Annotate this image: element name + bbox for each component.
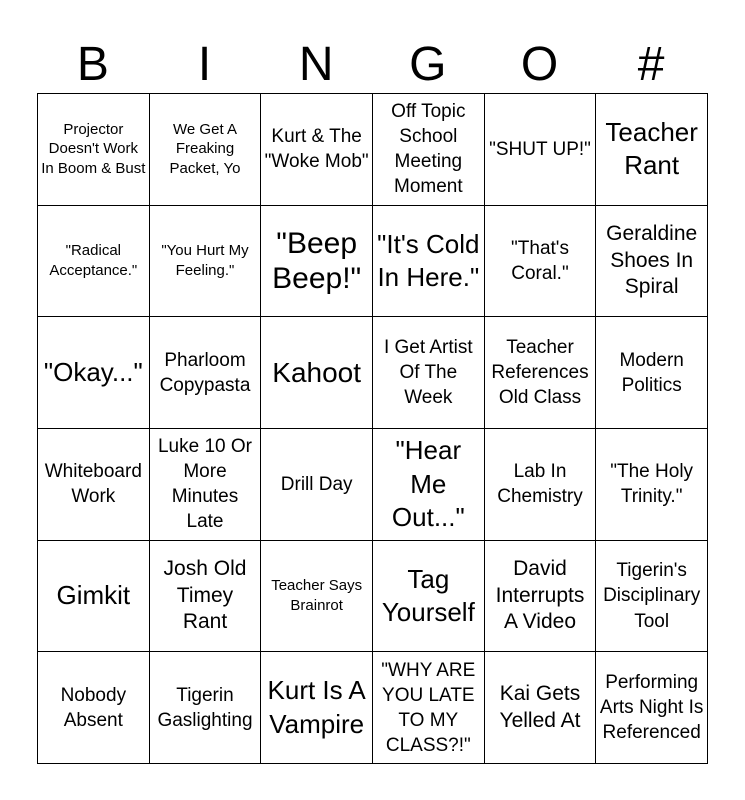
cell-text: "The Holy Trinity." (610, 461, 694, 508)
bingo-cell[interactable] (150, 541, 262, 653)
bingo-cell[interactable] (485, 317, 597, 429)
header-letter-i: I (197, 38, 212, 91)
cell-text: Teacher Says Brainrot (271, 577, 363, 614)
bingo-cell[interactable] (373, 317, 485, 429)
cell-text: "Hear Me Out..." (391, 435, 465, 532)
cell-text: Teacher References Old Class (491, 337, 589, 409)
cell-text: Tigerin Gaslighting (157, 684, 253, 731)
bingo-cell[interactable] (485, 429, 597, 541)
bingo-cell[interactable] (261, 652, 373, 764)
cell-text: Performing Arts Night Is Referenced (599, 672, 704, 744)
cell-text: Lab In Chemistry (497, 461, 583, 508)
cell-text: Off Topic School Meeting Moment (391, 101, 466, 198)
cell-text: "SHUT UP!" (489, 138, 591, 160)
cell-text: "That's Coral." (511, 237, 569, 284)
cell-text: I Get Artist Of The Week (383, 337, 473, 409)
bingo-cell[interactable] (373, 429, 485, 541)
bingo-cell[interactable] (373, 541, 485, 653)
bingo-cell[interactable] (261, 317, 373, 429)
bingo-cell[interactable] (38, 541, 150, 653)
header-letter-g: G (409, 38, 447, 91)
bingo-cell[interactable] (596, 206, 708, 318)
bingo-cell[interactable] (261, 94, 373, 206)
bingo-cell[interactable] (596, 541, 708, 653)
bingo-cell[interactable] (150, 94, 262, 206)
cell-text: Josh Old Timey Rant (163, 556, 247, 634)
bingo-cell[interactable] (373, 652, 485, 764)
cell-text: Kai Gets Yelled At (499, 681, 581, 732)
cell-text: Kurt & The "Woke Mob" (264, 126, 369, 173)
cell-text: Modern Politics (619, 349, 684, 396)
bingo-cell[interactable] (38, 429, 150, 541)
header-letter-n: N (298, 38, 334, 91)
bingo-cell[interactable] (596, 652, 708, 764)
cell-text: "WHY ARE YOU LATE TO MY CLASS?!" (381, 659, 476, 756)
bingo-cell[interactable] (485, 94, 597, 206)
cell-text: "Okay..." (43, 357, 143, 388)
bingo-cell[interactable] (38, 94, 150, 206)
bingo-cell[interactable] (38, 206, 150, 318)
bingo-cell[interactable] (596, 94, 708, 206)
cell-text: Gimkit (56, 580, 131, 611)
bingo-cell[interactable] (261, 206, 373, 318)
cell-text: We Get A Freaking Packet, Yo (169, 120, 241, 178)
cell-text: Nobody Absent (60, 684, 127, 731)
cell-text: Kahoot (272, 356, 362, 388)
header-letter-b: B (76, 38, 109, 91)
cell-text: Whiteboard Work (44, 461, 142, 508)
bingo-cell[interactable] (38, 317, 150, 429)
bingo-cell[interactable] (261, 541, 373, 653)
bingo-cell[interactable] (485, 541, 597, 653)
bingo-cell[interactable] (150, 317, 262, 429)
bingo-cell[interactable] (373, 94, 485, 206)
bingo-board (37, 93, 708, 764)
cell-text: Luke 10 Or More Minutes Late (157, 436, 252, 533)
cell-text: David Interrupts A Video (495, 556, 585, 634)
cell-text: Drill Day (280, 473, 353, 495)
cell-text: Tag Yourself (381, 563, 475, 627)
bingo-cell[interactable] (373, 206, 485, 318)
header-letter-hash: # (637, 38, 665, 91)
bingo-cell[interactable] (485, 206, 597, 318)
cell-text: Geraldine Shoes In Spiral (606, 221, 698, 299)
cell-text: Teacher Rant (605, 117, 698, 181)
cell-text: Projector Doesn't Work In Boom & Bust (41, 120, 146, 178)
cell-text: Pharloom Copypasta (159, 349, 251, 396)
bingo-cell[interactable] (596, 429, 708, 541)
cell-text: Tigerin's Disciplinary Tool (603, 560, 701, 632)
bingo-cell[interactable] (150, 652, 262, 764)
bingo-cell[interactable] (485, 652, 597, 764)
bingo-cell[interactable] (38, 652, 150, 764)
bingo-header (37, 38, 707, 92)
header-letter-o: O (520, 38, 559, 91)
cell-text: "Beep Beep!" (272, 226, 362, 295)
bingo-cell[interactable] (261, 429, 373, 541)
cell-text: Kurt Is A Vampire (267, 675, 366, 739)
bingo-cell[interactable] (150, 429, 262, 541)
bingo-cell[interactable] (150, 206, 262, 318)
cell-text: "Radical Acceptance." (49, 242, 138, 279)
bingo-cell[interactable] (596, 317, 708, 429)
cell-text: "It's Cold In Here." (377, 228, 480, 292)
cell-text: "You Hurt My Feeling." (161, 242, 249, 279)
